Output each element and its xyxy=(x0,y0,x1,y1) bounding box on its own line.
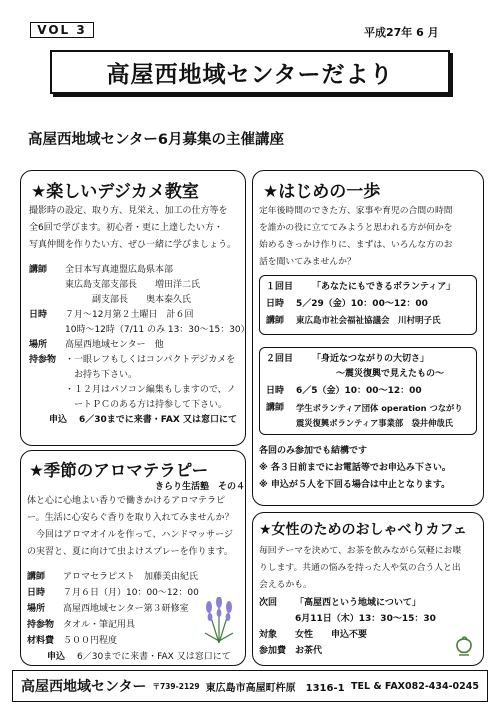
section-headline: 高屋西地域センター6月募集の主催講座 xyxy=(28,132,285,148)
digicame-title: ★楽しいデジカメ教室 xyxy=(31,182,199,202)
digicame-box xyxy=(20,170,250,446)
lavender-illustration xyxy=(197,597,241,643)
intro-line: 写真仲間を作りたい方、ぜひ一緒に学びましょう。 xyxy=(29,240,237,250)
session1-box xyxy=(259,275,477,335)
cafe-date: 6月11日（木）13：30～15：30 xyxy=(295,614,436,624)
apply-value: 6／30までに来書・FAX 又は窓口にて xyxy=(79,415,237,425)
date-value: ７月～12月第２土曜日 計６回 xyxy=(65,310,194,320)
fee-label: 材料費 xyxy=(27,636,55,646)
intro-line: の実習と、夏に向けて虫よけスプレーを作ります。 xyxy=(27,547,233,557)
fee-value: ５００円程度 xyxy=(63,636,118,646)
next-label: 次回 xyxy=(259,598,278,608)
volume-badge: VOL 3 xyxy=(30,22,94,38)
date-label: 日時 xyxy=(266,299,285,309)
aroma-title: ★季節のアロマテラピー xyxy=(29,461,209,480)
intro-line: を誰かの役に立ててみようと思われる方が何かを xyxy=(259,223,453,233)
hajime-notes xyxy=(259,443,451,494)
session-topic: 「あなたにもできるボランティア」 xyxy=(312,282,456,292)
instructor-label: 講師 xyxy=(27,572,46,582)
instructor-value: 副支部長 奥本泰久氏 xyxy=(65,295,192,305)
items-value: ・一眼レフもしくはコンパクトデジカメを xyxy=(65,355,236,365)
items-value: お持ち下さい。 xyxy=(65,370,138,380)
session-date: 5／29（金）10：00～12：00 xyxy=(296,299,428,309)
cafe-details xyxy=(259,595,436,659)
cafe-fee: お茶代 xyxy=(295,646,323,656)
cafe-intro xyxy=(259,543,461,594)
cafe-theme: 「高屋西という地域について」 xyxy=(295,598,421,608)
items-label: 持参物 xyxy=(27,620,55,630)
session-num: ２回目 xyxy=(266,354,294,364)
hajime-title: ★はじめの一歩 xyxy=(263,182,381,202)
lecturer-label: 講師 xyxy=(266,403,285,413)
intro-line: 今回はアロマオイルを作って、ハンドマッサージ xyxy=(27,530,233,540)
digicame-details xyxy=(29,263,250,428)
items-value: ートＰＣのある方は持参して下さい。 xyxy=(65,400,228,410)
apply-label: 申込 xyxy=(49,415,68,425)
date-value: ７月６日（月）10：00～12：00 xyxy=(63,588,199,598)
session-num: １回目 xyxy=(266,282,294,292)
aroma-intro xyxy=(27,493,234,561)
place-label: 場所 xyxy=(29,340,48,350)
intro-line: 話を聞いてみませんか？ xyxy=(259,257,356,267)
cafe-target: 女性 申込不要 xyxy=(295,630,368,640)
items-value: ・１２月はパソコン編集もしますので、ノ xyxy=(65,385,236,395)
instructor-value: 全日本写真連盟広島県本部 xyxy=(65,265,174,275)
fee-label: 参加費 xyxy=(259,646,287,656)
issue-date: 平成27年 6 月 xyxy=(364,26,439,39)
intro-line: 撮影時の設定、取り方、見栄え、加工の仕方等を xyxy=(29,206,228,216)
target-label: 対象 xyxy=(259,630,278,640)
newsletter-title: 高屋西地域センターだより xyxy=(50,50,450,94)
place-label: 場所 xyxy=(27,604,46,614)
teapot-illustration xyxy=(453,633,475,659)
intro-line: 会えるかも。 xyxy=(259,580,312,590)
apply-value: 6／30までに来書・FAX 又は窓口にて xyxy=(77,652,231,662)
cafe-box xyxy=(252,512,484,666)
apply-label: 申込 xyxy=(47,652,66,662)
note-line: 各回のみ参加でも結構です xyxy=(259,446,368,456)
lecturer-label: 講師 xyxy=(266,316,285,326)
session-topic: 「身近なつながりの大切さ」 xyxy=(312,354,430,364)
session-lecturer: 震災復興ボランティア事業部 袋井伸哉氏 xyxy=(296,418,453,428)
date-value: 10時～12時（7/11 のみ 13：30～15：30） xyxy=(65,325,250,335)
intro-line: 全6回で学びます。初心者・更に上達したい方・ xyxy=(29,223,224,233)
hajime-box xyxy=(252,170,484,506)
footer-postal: 〒739-2129 xyxy=(152,681,200,691)
session-date: 6／5（金）10：00～12：00 xyxy=(296,386,422,396)
place-value: 高屋西地域センター第３研修室 xyxy=(63,604,189,614)
date-label: 日時 xyxy=(27,588,46,598)
cafe-title: ★女性のためのおしゃべりカフェ xyxy=(259,522,467,538)
intro-line: 始めるきっかけ作りに、まずは、いろんな方のお xyxy=(259,240,453,250)
note-line: ※ 申込が５人を下回る場合は中止となります。 xyxy=(259,480,451,490)
date-label: 日時 xyxy=(266,386,285,396)
instructor-label: 講師 xyxy=(29,265,48,275)
footer-address: 東広島市高屋町杵原 1316-1 xyxy=(205,682,345,694)
intro-line: 毎回テーマを決めて、お茶を飲みながら気軽にお喋 xyxy=(259,546,462,556)
session-subtitle: ～震災復興で見えたもの～ xyxy=(336,369,445,379)
session2-box xyxy=(259,347,477,435)
session-lecturer: 学生ボランティア団体 operation つながり xyxy=(296,403,463,413)
instructor-value: 東広島支部支部長 増田洋二氏 xyxy=(65,280,201,290)
items-value: タオル・筆記用具 xyxy=(63,620,136,630)
session-lecturer: 東広島市社会福祉協議会 川村明子氏 xyxy=(296,316,441,326)
place-value: 高屋西地域センター 他 xyxy=(65,340,164,350)
intro-line: 体と心に心地よい香りで働きかけるアロマテラピ xyxy=(27,496,226,506)
note-line: ※ 各３日前までにお電話等でお申込み下さい。 xyxy=(259,463,451,473)
hajime-intro xyxy=(259,203,453,271)
instructor-value: アロマセラピスト 加藤美由紀氏 xyxy=(63,572,199,582)
footer-center-name: 高屋西地域センター xyxy=(21,679,147,695)
intro-line: りします。共通の悩みを持った人や気の合う人と出 xyxy=(259,563,461,573)
footer-bar xyxy=(12,670,488,702)
items-label: 持参物 xyxy=(29,355,57,365)
aroma-series: きらり生活塾 その４ xyxy=(155,482,246,492)
footer-tel: TEL & FAX082-434-0245 xyxy=(351,680,479,692)
digicame-intro xyxy=(29,203,236,254)
date-label: 日時 xyxy=(29,310,48,320)
intro-line: ー。生活に心安らぐ香りを取り入れてみませんか？ xyxy=(27,513,234,523)
intro-line: 定年後時間のできた方、家事や育児の合間の時間 xyxy=(259,206,453,216)
aroma-box xyxy=(20,450,246,666)
